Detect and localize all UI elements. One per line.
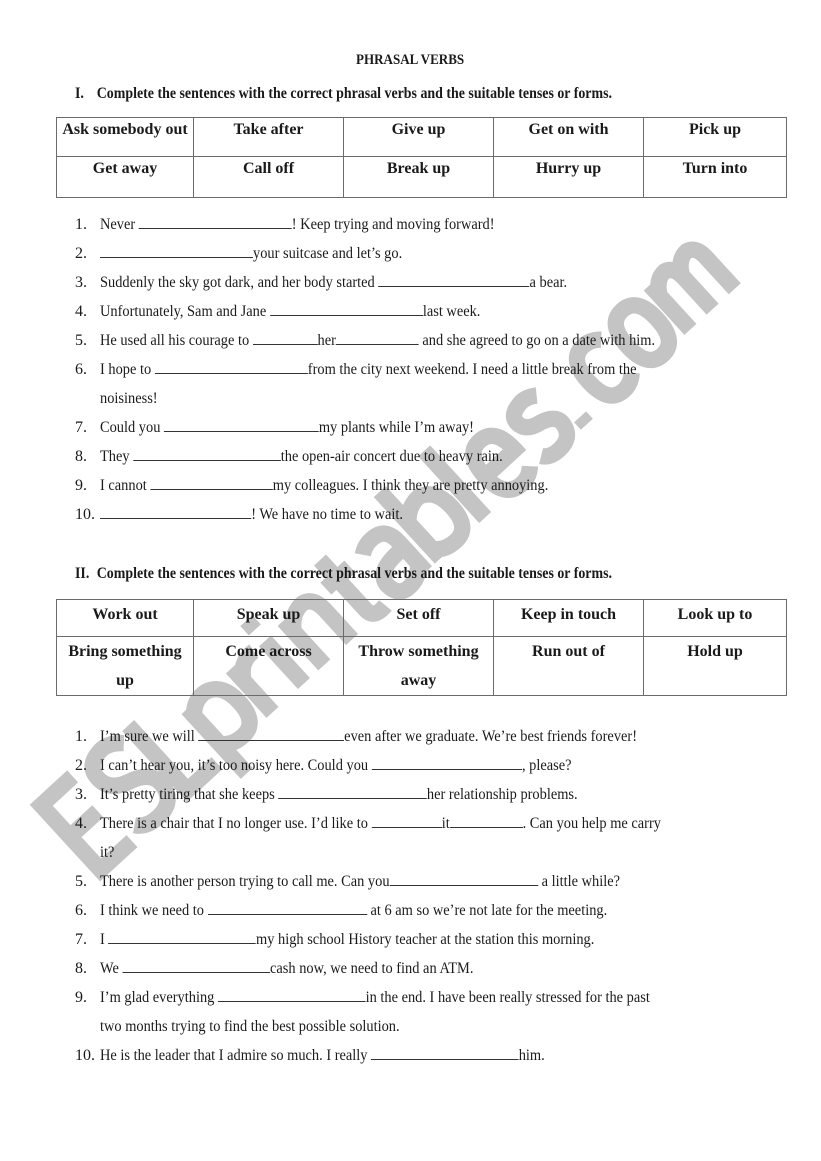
exercise-item bbox=[0, 297, 821, 326]
section1-number: I. bbox=[75, 85, 84, 102]
answer-blank[interactable] bbox=[218, 987, 366, 1002]
item-text: Suddenly the sky got dark, and her body started bbox=[100, 274, 379, 291]
verb-cell: Bring something up bbox=[57, 637, 194, 696]
section2-exercise-list bbox=[0, 722, 821, 1070]
exercise-item bbox=[0, 983, 821, 1041]
page-title bbox=[0, 51, 821, 69]
item-text: I’m sure we will bbox=[100, 728, 199, 745]
item-number: 2. bbox=[75, 245, 87, 262]
answer-blank[interactable] bbox=[139, 214, 292, 229]
item-text: He is the leader that I admire so much. I really bbox=[100, 1047, 372, 1064]
item-text: at 6 am so we’re not late for the meeting. bbox=[366, 902, 608, 919]
answer-blank[interactable] bbox=[100, 504, 251, 519]
item-number: 9. bbox=[75, 989, 87, 1006]
item-number: 4. bbox=[75, 815, 87, 832]
item-text: I cannot bbox=[100, 477, 151, 494]
verb-cell: Get away bbox=[57, 157, 194, 198]
item-number: 10. bbox=[75, 1047, 95, 1064]
item-number: 10. bbox=[75, 506, 95, 523]
answer-blank[interactable] bbox=[164, 417, 319, 432]
item-text: I’m glad everything bbox=[100, 989, 218, 1006]
exercise-item bbox=[0, 210, 821, 239]
section2-verb-table bbox=[56, 599, 787, 696]
exercise-item bbox=[0, 413, 821, 442]
item-text: my plants while I’m away! bbox=[318, 419, 474, 436]
item-text: last week. bbox=[422, 303, 481, 320]
exercise-item bbox=[0, 326, 821, 355]
exercise-item bbox=[0, 809, 821, 867]
exercise-item bbox=[0, 268, 821, 297]
item-number: 2. bbox=[75, 757, 87, 774]
item-number: 5. bbox=[75, 873, 87, 890]
item-text: Could you bbox=[100, 419, 165, 436]
section1-instruction-text: Complete the sentences with the correct phrasal verbs and the suitable tenses or forms. bbox=[96, 85, 612, 102]
verb-cell: Speak up bbox=[194, 600, 344, 637]
verb-cell: Work out bbox=[57, 600, 194, 637]
item-line bbox=[100, 867, 620, 896]
verb-cell: Run out of bbox=[494, 637, 644, 696]
exercise-item bbox=[0, 355, 821, 413]
item-text: her relationship problems. bbox=[426, 786, 578, 803]
item-line bbox=[100, 239, 402, 268]
item-line bbox=[100, 896, 607, 925]
section2-number: II. bbox=[75, 565, 90, 582]
verb-cell: Come across bbox=[194, 637, 344, 696]
answer-blank[interactable] bbox=[253, 330, 318, 345]
item-text: Unfortunately, Sam and Jane bbox=[100, 303, 270, 320]
item-line bbox=[100, 355, 636, 384]
item-number: 8. bbox=[75, 960, 87, 977]
answer-blank[interactable] bbox=[336, 330, 419, 345]
item-text: ! Keep trying and moving forward! bbox=[291, 216, 495, 233]
item-text: They bbox=[100, 448, 134, 465]
page-title-text: PHRASAL VERBS bbox=[356, 52, 465, 68]
answer-blank[interactable] bbox=[208, 900, 367, 915]
item-text: . Can you help me carry bbox=[522, 815, 661, 832]
item-text: He used all his courage to bbox=[100, 332, 253, 349]
item-number: 7. bbox=[75, 931, 87, 948]
verb-cell: Get on with bbox=[494, 118, 644, 157]
exercise-item bbox=[0, 896, 821, 925]
verb-cell: Give up bbox=[344, 118, 494, 157]
item-text: my high school History teacher at the station this morning. bbox=[255, 931, 595, 948]
verb-cell: Throw something away bbox=[344, 637, 494, 696]
verb-cell: Ask somebody out bbox=[57, 118, 194, 157]
exercise-item bbox=[0, 500, 821, 529]
item-number: 7. bbox=[75, 419, 87, 436]
item-number: 8. bbox=[75, 448, 87, 465]
exercise-item bbox=[0, 722, 821, 751]
section1-instruction bbox=[75, 84, 692, 104]
answer-blank[interactable] bbox=[108, 929, 256, 944]
item-line bbox=[100, 722, 637, 751]
item-text: cash now, we need to find an ATM. bbox=[270, 960, 474, 977]
item-number: 1. bbox=[75, 216, 87, 233]
section1-exercise-list bbox=[0, 210, 821, 529]
verb-table-row bbox=[57, 118, 787, 157]
item-line bbox=[100, 925, 594, 954]
item-number: 3. bbox=[75, 786, 87, 803]
item-line bbox=[100, 326, 655, 355]
item-line bbox=[100, 413, 474, 442]
item-text: the open-air concert due to heavy rain. bbox=[280, 448, 503, 465]
item-line bbox=[100, 297, 480, 326]
item-line bbox=[100, 500, 403, 529]
item-number: 9. bbox=[75, 477, 87, 494]
item-text: and she agreed to go on a date with him. bbox=[418, 332, 656, 349]
answer-blank[interactable] bbox=[270, 301, 423, 316]
item-text: her bbox=[317, 332, 336, 349]
item-text: ! We have no time to wait. bbox=[251, 506, 403, 523]
item-text: even after we graduate. We’re best friends forever! bbox=[344, 728, 638, 745]
verb-cell: Look up to bbox=[644, 600, 787, 637]
exercise-item bbox=[0, 780, 821, 809]
item-text: There is another person trying to call me. Can you bbox=[100, 873, 390, 890]
item-text: him. bbox=[518, 1047, 545, 1064]
item-text: I bbox=[100, 931, 109, 948]
item-text-continued: noisiness! bbox=[100, 390, 158, 407]
item-text: your suitcase and let’s go. bbox=[253, 245, 403, 262]
answer-blank[interactable] bbox=[372, 813, 442, 828]
verb-cell: Pick up bbox=[644, 118, 787, 157]
answer-blank[interactable] bbox=[378, 272, 529, 287]
item-line bbox=[100, 780, 578, 809]
exercise-item bbox=[0, 925, 821, 954]
verb-cell: Take after bbox=[194, 118, 344, 157]
exercise-item bbox=[0, 471, 821, 500]
verb-table-row bbox=[57, 637, 787, 696]
item-text: Never bbox=[100, 216, 139, 233]
section2-instruction-text: Complete the sentences with the correct phrasal verbs and the suitable tenses or forms. bbox=[96, 565, 612, 582]
item-line bbox=[100, 442, 503, 471]
exercise-item bbox=[0, 867, 821, 896]
item-line bbox=[100, 1041, 545, 1070]
answer-blank[interactable] bbox=[372, 755, 522, 770]
item-text: in the end. I have been really stressed for the past bbox=[365, 989, 650, 1006]
exercise-item bbox=[0, 954, 821, 983]
verb-cell: Turn into bbox=[644, 157, 787, 198]
item-text: a bear. bbox=[529, 274, 568, 291]
item-text: a little while? bbox=[538, 873, 620, 890]
verb-cell: Hold up bbox=[644, 637, 787, 696]
item-line bbox=[100, 751, 572, 780]
verb-cell: Call off bbox=[194, 157, 344, 198]
exercise-item bbox=[0, 239, 821, 268]
item-line bbox=[100, 954, 473, 983]
verb-table-row bbox=[57, 600, 787, 637]
exercise-item bbox=[0, 442, 821, 471]
answer-blank[interactable] bbox=[155, 359, 308, 374]
answer-blank[interactable] bbox=[100, 243, 253, 258]
item-text: It’s pretty tiring that she keeps bbox=[100, 786, 279, 803]
item-text: from the city next weekend. I need a little break from the bbox=[307, 361, 637, 378]
item-line bbox=[100, 983, 650, 1012]
item-number: 6. bbox=[75, 902, 87, 919]
verb-table-row bbox=[57, 157, 787, 198]
item-text: I think we need to bbox=[100, 902, 208, 919]
item-line bbox=[100, 268, 567, 297]
answer-blank[interactable] bbox=[390, 871, 539, 886]
item-text: my colleagues. I think they are pretty annoying. bbox=[272, 477, 549, 494]
item-text: There is a chair that I no longer use. I’d like to bbox=[100, 815, 372, 832]
item-text: , please? bbox=[521, 757, 572, 774]
item-line bbox=[100, 210, 495, 239]
answer-blank[interactable] bbox=[150, 475, 272, 490]
verb-cell: Hurry up bbox=[494, 157, 644, 198]
answer-blank[interactable] bbox=[371, 1045, 519, 1060]
section1-verb-table bbox=[56, 117, 787, 198]
section2-instruction bbox=[75, 564, 692, 584]
item-line bbox=[100, 471, 548, 500]
item-text-continued: two months trying to find the best possible solution. bbox=[100, 1018, 400, 1035]
answer-blank[interactable] bbox=[133, 446, 281, 461]
answer-blank[interactable] bbox=[198, 726, 344, 741]
answer-blank[interactable] bbox=[122, 958, 270, 973]
item-text: it bbox=[441, 815, 450, 832]
answer-blank[interactable] bbox=[450, 813, 523, 828]
verb-cell: Set off bbox=[344, 600, 494, 637]
exercise-item bbox=[0, 751, 821, 780]
item-number: 5. bbox=[75, 332, 87, 349]
item-text: I hope to bbox=[100, 361, 155, 378]
item-number: 6. bbox=[75, 361, 87, 378]
item-text: We bbox=[100, 960, 123, 977]
item-number: 1. bbox=[75, 728, 87, 745]
item-line bbox=[100, 809, 661, 838]
item-number: 3. bbox=[75, 274, 87, 291]
item-text-continued: it? bbox=[100, 844, 115, 861]
watermark-stroke bbox=[359, 527, 426, 596]
item-text: I can’t hear you, it’s too noisy here. Could you bbox=[100, 757, 372, 774]
item-number: 4. bbox=[75, 303, 87, 320]
answer-blank[interactable] bbox=[278, 784, 427, 799]
verb-cell: Break up bbox=[344, 157, 494, 198]
verb-cell: Keep in touch bbox=[494, 600, 644, 637]
exercise-item bbox=[0, 1041, 821, 1070]
